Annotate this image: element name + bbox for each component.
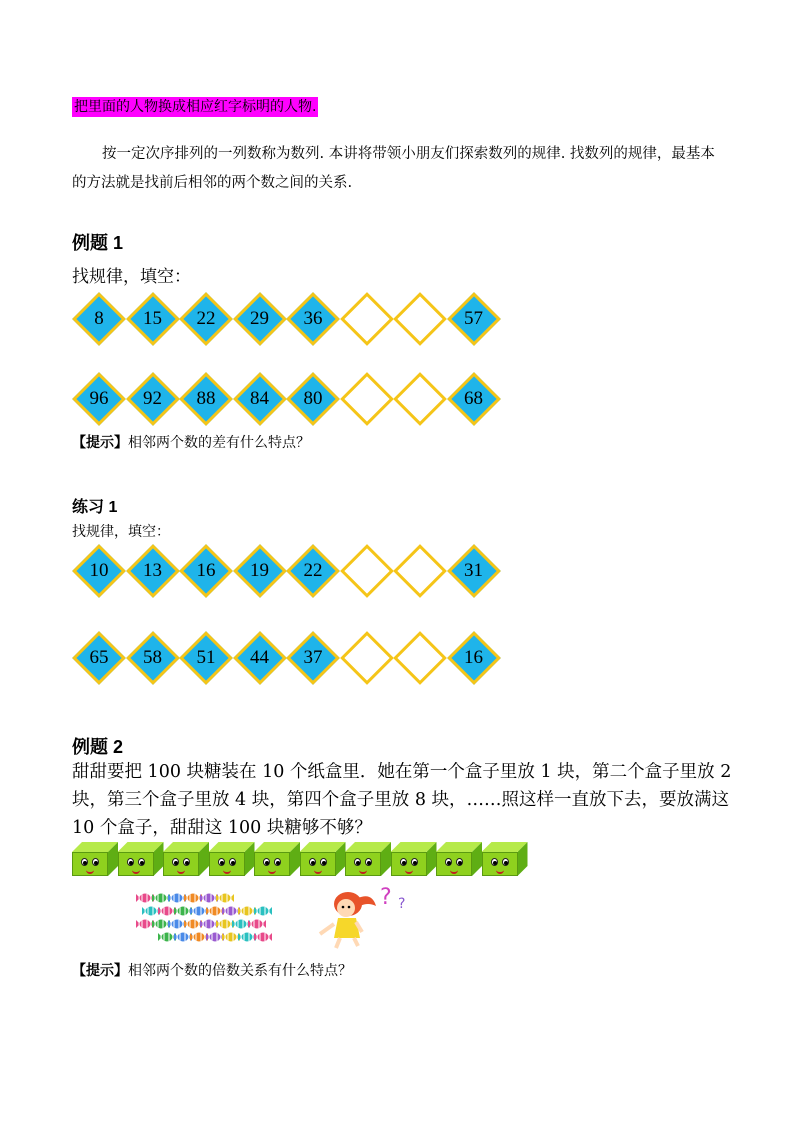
blank-diamond[interactable]	[340, 292, 394, 346]
number-diamond	[233, 631, 287, 685]
candy-icon	[136, 893, 154, 903]
diamond-number	[340, 292, 394, 346]
blank-diamond[interactable]	[393, 544, 447, 598]
candy-icon	[206, 906, 224, 916]
diamond-number: 37	[303, 647, 323, 668]
candy-box-icon	[209, 842, 255, 876]
candy-icon	[254, 932, 272, 942]
girl-illustration	[310, 882, 420, 952]
diamond-number: 36	[303, 308, 323, 329]
candy-icon	[142, 906, 160, 916]
candy-box-icon	[254, 842, 300, 876]
candy-box-icon	[345, 842, 391, 876]
candy-icon	[190, 906, 208, 916]
candy-box-icon	[391, 842, 437, 876]
candy-icon	[168, 893, 186, 903]
candy-icon	[216, 893, 234, 903]
blank-diamond[interactable]	[340, 544, 394, 598]
candy-icon	[152, 919, 170, 929]
number-diamond	[126, 372, 180, 426]
diamond-number: 80	[303, 388, 323, 409]
practice1-heading: 练习 1	[72, 499, 118, 516]
diamond-number: 22	[303, 560, 323, 581]
diamond-number: 92	[143, 388, 162, 409]
candy-icon	[222, 932, 240, 942]
diamond-number: 44	[250, 647, 269, 668]
candy-icon	[158, 932, 176, 942]
diamond-number: 15	[143, 308, 162, 329]
diamond-number: 65	[89, 647, 109, 668]
candy-box-icon	[300, 842, 346, 876]
diamond-number: 96	[89, 388, 109, 409]
candy-icon	[190, 932, 208, 942]
number-diamond	[286, 544, 340, 598]
hint-text: 相邻两个数的倍数关系有什么特点？	[128, 963, 352, 979]
number-diamond	[233, 292, 287, 346]
candy-icon	[158, 906, 176, 916]
candy-icon	[254, 906, 272, 916]
candy-icon	[222, 906, 240, 916]
number-diamond	[233, 544, 287, 598]
candy-icon	[136, 919, 154, 929]
blank-diamond[interactable]	[340, 372, 394, 426]
diamond-number	[393, 372, 447, 426]
diamond-number: 19	[250, 560, 269, 581]
number-diamond	[72, 372, 126, 426]
number-diamond	[72, 631, 126, 685]
blank-diamond[interactable]	[393, 631, 447, 685]
number-diamond	[126, 292, 180, 346]
number-diamond	[179, 372, 233, 426]
diamond-number	[393, 544, 447, 598]
svg-text:?: ?	[398, 896, 406, 912]
diamond-number: 13	[143, 560, 162, 581]
candy-box-icon	[163, 842, 209, 876]
candy-icon	[238, 932, 256, 942]
candy-box-icon	[436, 842, 482, 876]
candy-icon	[152, 893, 170, 903]
number-diamond	[447, 631, 501, 685]
hint-text: 相邻两个数的差有什么特点？	[128, 435, 310, 451]
diamond-number: 57	[464, 308, 483, 329]
candy-icon	[168, 919, 186, 929]
candy-box-icon	[482, 842, 528, 876]
diamond-number	[340, 372, 394, 426]
number-diamond	[179, 292, 233, 346]
example2-text: 甜甜要把 100 块糖装在 10 个纸盒里．她在第一个盒子里放 1 块，第二个盒子里放 2 块，第三个盒子里放 4 块，第四个盒子里放 8 块，……照这样一直放下去，要放满这 10 个盒子，甜甜这 100 块糖够不够？	[72, 762, 732, 838]
practice1-prompt: 找规律，填空：	[72, 524, 170, 540]
example2-hint	[72, 960, 352, 980]
diamond-number: 84	[250, 388, 269, 409]
number-diamond	[286, 631, 340, 685]
example1-heading: 例题 1	[72, 233, 124, 253]
number-diamond	[447, 544, 501, 598]
candy-icon	[174, 906, 192, 916]
diamond-number: 31	[464, 560, 483, 581]
diamond-number: 88	[196, 388, 216, 409]
number-diamond	[286, 372, 340, 426]
diamond-number: 10	[89, 560, 109, 581]
candy-icon	[174, 932, 192, 942]
candy-icon	[184, 919, 202, 929]
number-diamond	[233, 372, 287, 426]
intro-text: 按一定次序排列的一列数称为数列. 本讲将带领小朋友们探索数列的规律. 找数列的规律，最基本的方法就是找前后相邻的两个数之间的关系.	[72, 146, 715, 191]
number-diamond	[447, 292, 501, 346]
number-diamond	[179, 631, 233, 685]
diamond-number	[340, 544, 394, 598]
diamond-number: 51	[196, 647, 216, 668]
candies-illustration	[133, 888, 283, 950]
blank-diamond[interactable]	[340, 631, 394, 685]
intro-paragraph	[72, 140, 727, 198]
candy-icon	[200, 919, 218, 929]
diamond-number	[393, 631, 447, 685]
svg-text:?: ?	[380, 885, 392, 910]
diamond-number: 16	[196, 560, 216, 581]
candy-icon	[238, 906, 256, 916]
diamond-number: 16	[464, 647, 483, 668]
candy-box-icon	[72, 842, 118, 876]
diamond-number: 22	[196, 308, 216, 329]
hint-label: 【提示】	[72, 435, 128, 451]
number-diamond	[286, 292, 340, 346]
example1-prompt: 找规律，填空：	[72, 267, 191, 287]
candy-icon	[206, 932, 224, 942]
diamond-number: 58	[143, 647, 162, 668]
example1-hint	[72, 432, 310, 452]
candy-box-icon	[118, 842, 164, 876]
diamond-number	[340, 631, 394, 685]
candy-icon	[184, 893, 202, 903]
blank-diamond[interactable]	[393, 372, 447, 426]
blank-diamond[interactable]	[393, 292, 447, 346]
candy-icon	[248, 919, 266, 929]
number-diamond	[72, 544, 126, 598]
instruction-banner: 把里面的人物换成相应红字标明的人物.	[74, 99, 317, 115]
candy-icon	[232, 919, 250, 929]
number-diamond	[179, 544, 233, 598]
number-diamond	[447, 372, 501, 426]
hint-label: 【提示】	[72, 963, 128, 979]
diamond-number	[393, 292, 447, 346]
candy-icon	[200, 893, 218, 903]
example2-heading: 例题 2	[72, 737, 124, 757]
number-diamond	[72, 292, 126, 346]
candy-icon	[216, 919, 234, 929]
number-diamond	[126, 631, 180, 685]
diamond-number: 68	[464, 388, 483, 409]
diamond-number: 29	[250, 308, 269, 329]
number-diamond	[126, 544, 180, 598]
diamond-number: 8	[94, 308, 104, 329]
